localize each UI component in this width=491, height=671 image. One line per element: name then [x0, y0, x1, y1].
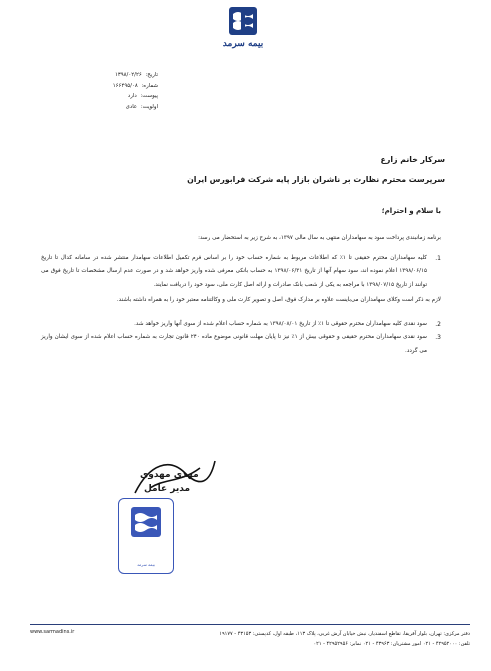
list-item	[41, 252, 441, 293]
logo-text: بیمه سرمد	[222, 39, 264, 49]
item-text: کلیه سهامداران محترم حقیقی تا ۱٪ که اطلاعات مربوط به شماره حساب خود را بر اساس فرم تکمیل اطلاعات سهامدار منتشر شده در سامانه کدال تا تاریخ ۱۳۹۸/۰۶/۱۵ اعلام نموده اند، سود سهام آنها از تاریخ ۱۳۹۸/۰۶/۳۱ به حساب بانکی معرفی شده واریز خواهد شد و در صورت عدم ارسال مشخصات تا تاریخ فوق می توانند از تاریخ ۱۳۹۸/۰۷/۱۵ با مراجعه به یکی از شعب بانک صادرات و ارائه اصل کارت ملی، سود خود را دریافت نمایند.	[41, 254, 427, 288]
signatory-name: مهدی مهدوی	[140, 470, 199, 480]
priority-value: عادی	[125, 103, 138, 110]
letter-body	[41, 232, 441, 358]
addressee-title: سرپرست محترم نظارت بر ناشران بازار پایه شرکت فرابورس ایران	[187, 175, 445, 184]
company-logo	[212, 4, 274, 56]
item-number: 1.	[435, 254, 441, 262]
number-row	[48, 81, 158, 92]
letter-meta	[48, 70, 158, 112]
priority-label: اولویت:	[140, 103, 158, 110]
letter-footer	[30, 624, 470, 649]
body-note: لازم به ذکر است وکلای سهامداران می‌بایست علاوه بر مدارک فوق، اصل و تصویر کارت ملی و وکالتنامه معتبر خود را به همراه داشته باشند.	[116, 297, 441, 303]
signature-area	[100, 448, 230, 578]
number-value: ۱۶۶۴۹۵/۰۸	[112, 82, 138, 89]
stamp-text: بیمه سرمد	[137, 562, 155, 567]
sarmad-logo-icon	[226, 4, 260, 38]
list-item	[41, 318, 441, 332]
footer-website: www.sarmadins.ir	[30, 629, 75, 635]
date-value: ۱۳۹۸/۰۲/۲۶	[114, 72, 142, 78]
signatory-title: مدیر عامل	[144, 484, 191, 494]
footer-divider	[30, 624, 470, 625]
date-label: تاریخ:	[145, 72, 158, 78]
footer-phones: تلفن: ۴۲۹۵۲۰۰۰ - ۰۲۱ امور مشتریان: ۴۳۹۶۳ - ۰۲۱ نمابر: ۴۲۹۵۲۹۵۶ - ۰۲۱	[313, 641, 470, 647]
item-number: 2.	[435, 320, 441, 328]
addressee-block	[45, 150, 445, 190]
date-row	[48, 70, 158, 81]
stamp-logo-icon	[119, 499, 173, 549]
priority-row	[48, 102, 158, 113]
item-number: 3.	[435, 334, 441, 341]
attachment-row	[48, 91, 158, 102]
list-item	[41, 331, 441, 358]
greeting: با سلام و احترام؛	[381, 207, 441, 215]
number-label: شماره:	[141, 82, 158, 89]
footer-address: دفتر مرکزی: تهران، بلوار آفریقا، تقاطع اسفندیار، نبش خیابان آرش غربی، پلاک ۱۱۳، طبقه اول، کدپستی: ۴۳۱۵۳ - ۱۹۱۷۷	[219, 631, 470, 637]
attachment-value: دارد	[127, 93, 137, 99]
item-text: سود نقدی کلیه سهامداران محترم حقوقی تا ۱٪ از تاریخ ۱۳۹۸/۰۸/۰۱ به شماره حساب اعلام شده از سوی آنها واریز خواهد شد.	[134, 320, 427, 327]
item-text: سود نقدی سهامداران محترم حقیقی و حقوقی بیش از ۱٪ نیز تا پایان مهلت قانونی موضوع ماده ۲۴۰ قانون تجارت به شماره حساب اعلام شده از سوی ایشان واریز می گردد.	[41, 334, 427, 354]
addressee-name: سرکار خانم زارع	[380, 155, 445, 164]
body-intro: برنامه زمانبندی پرداخت سود به سهامداران منتهی به سال مالی ۱۳۹۷، به شرح زیر به استحضار می رسد:	[198, 235, 441, 241]
attachment-label: پیوست:	[140, 93, 158, 99]
company-stamp	[118, 498, 174, 574]
